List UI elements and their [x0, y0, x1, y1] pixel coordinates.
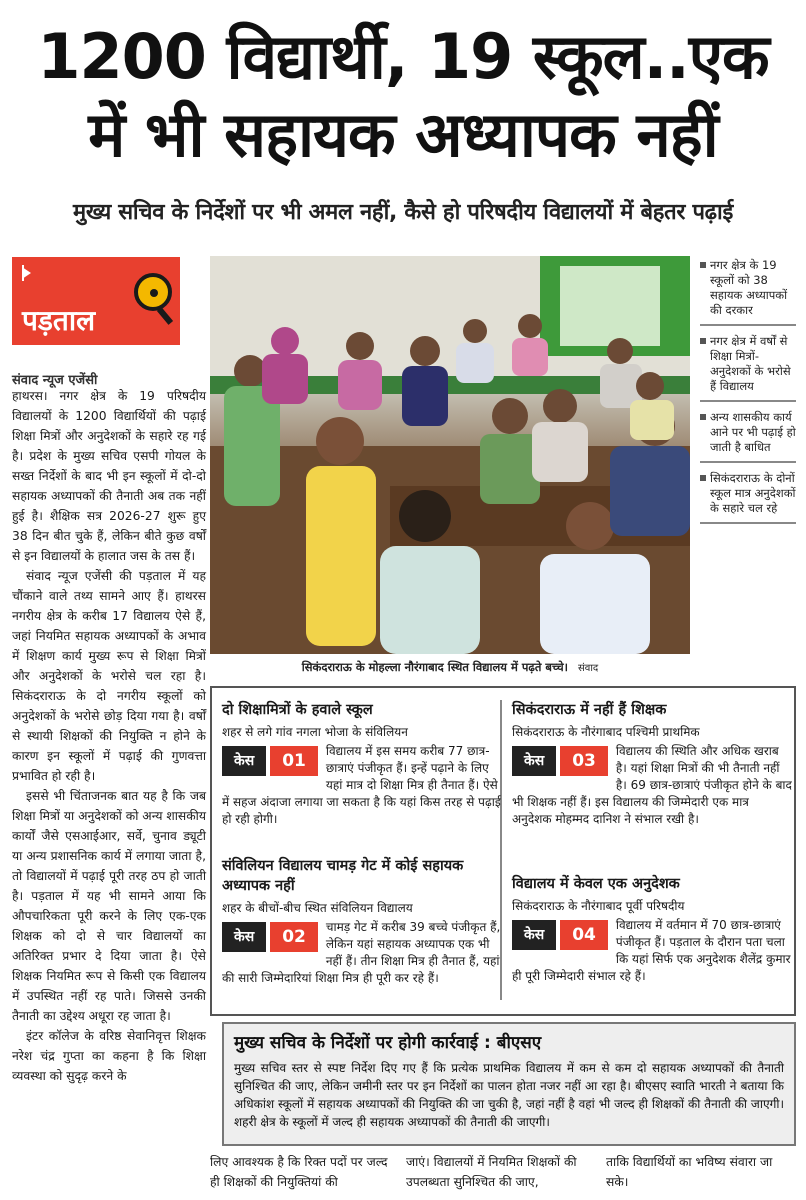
case-tag — [512, 746, 608, 776]
headline-line-1: 1200 विद्यार्थी, 19 स्कूल..एक — [37, 20, 769, 93]
byline: संवाद न्यूज एजेंसी — [12, 373, 98, 388]
logo-text: पड़ताल — [22, 304, 96, 337]
photo-caption: सिकंदराराऊ के मोहल्ला नौरंगाबाद स्थित विद्यालय में पढ़ते बच्चे। — [301, 660, 568, 674]
article-paragraph: हाथरस। नगर क्षेत्र के 19 परिषदीय विद्यालयों के 1200 विद्यार्थियों की पढ़ाई शिक्षा मित्रों और अनुदेशकों के सहारे रह गई है। प्रदेश के मुख्य सचिव एसपी गोयल के सख्त निर्देशों के बाद भी इन स्कूलों में दो-दो सहायक अध्यापकों की तैनाती अब तक नहीं हुई है। शैक्षिक सत्र 2026-27 शुरू हुए 38 दिन बीत चुके हैं, लेकिन बीते कुछ वर्षों से इन विद्यालयों के हालात जस के तस हैं। — [12, 389, 206, 563]
case-tag — [222, 922, 318, 952]
headline — [0, 0, 806, 174]
case-number: 01 — [270, 746, 318, 776]
sidebar-bullet: अन्य शासकीय कार्य आने पर भी पढ़ाई हो जाती है बाधित — [700, 408, 796, 463]
photo-caption-row — [210, 660, 690, 675]
case-body: चामड़ गेट में करीब 39 बच्चे पंजीकृत हैं, लेकिन यहां सहायक अध्यापक एक भी नहीं हैं। तीन शिक्षा मित्र ही तैनात हैं, यहां की सारी जिम्मेदारियां शिक्षा मित्र ही पूरी कर रहे हैं। — [222, 920, 501, 985]
case-title: विद्यालय में केवल एक अनुदेशक — [512, 876, 680, 892]
case-label: केस — [222, 922, 266, 952]
sidebar-bullet: नगर क्षेत्र में वर्षों से शिक्षा मित्रों-अनुदेशकों के भरोसे हैं विद्यालय — [700, 332, 796, 402]
case-number: 03 — [560, 746, 608, 776]
case-label: केस — [222, 746, 266, 776]
case-lead: सिकंदराराऊ के नौरंगाबाद पूर्वी परिषदीय — [512, 899, 685, 913]
bottom-column-1: लिए आवश्यक है कि रिक्त पदों पर जल्द ही शिक्षकों की नियुक्तियां की — [210, 1155, 388, 1189]
case-lead: सिकंदराराऊ के नौरंगाबाद पश्चिमी प्राथमिक — [512, 725, 700, 739]
case-body: विद्यालय की स्थिति और अधिक खराब है। यहां शिक्षा मित्रों की भी तैनाती नहीं है। 69 छात्र-छात्राएं पंजीकृत होने के बाद भी शिक्षक नहीं हैं। इस विद्यालय की जिम्मेदारी एक मात्र अनुदेशक मोहम्मद दानिश ने संभाल रखी है। — [512, 744, 792, 826]
subheadline: मुख्य सचिव के निर्देशों पर भी अमल नहीं, कैसे हो परिषदीय विद्यालयों में बेहतर पढ़ाई — [73, 200, 733, 225]
article-paragraph: इंटर कॉलेज के वरिष्ठ सेवानिवृत्त शिक्षक नरेश चंद्र गुप्ता का कहना है कि शिक्षा व्यवस्था को सुदृढ़ करने के — [12, 1029, 206, 1083]
case-tag — [512, 920, 608, 950]
case-lead: शहर से लगे गांव नगला भोजा के संविलियन — [222, 725, 408, 739]
case-02 — [222, 856, 502, 987]
classroom-photo-illustration — [210, 256, 690, 654]
photo-credit: संवाद — [578, 663, 599, 674]
case-body: विद्यालय में वर्तमान में 70 छात्र-छात्राएं पंजीकृत हैं। पड़ताल के दौरान पता चला कि यहां सिर्फ एक अनुदेशक शैलेंद्र कुमार ही पूरी जिम्मेदारी संभाल रहे हैं। — [512, 918, 791, 983]
case-lead: शहर के बीचों-बीच स्थित संविलियन विद्यालय — [222, 901, 413, 915]
case-label: केस — [512, 920, 556, 950]
action-box — [222, 1022, 796, 1146]
case-number: 04 — [560, 920, 608, 950]
case-04 — [512, 874, 792, 985]
magnifier-icon — [134, 273, 172, 311]
sidebar-bullets — [700, 256, 796, 530]
play-bar-icon — [22, 265, 24, 281]
case-title: संविलियन विद्यालय चामड़ गेट में कोई सहायक अध्यापक नहीं — [222, 858, 464, 894]
classroom-photo — [210, 256, 690, 654]
action-box-body: मुख्य सचिव स्तर से स्पष्ट निर्देश दिए गए हैं कि प्रत्येक प्राथमिक विद्यालय में कम से कम दो सहायक अध्यापकों की तैनाती सुनिश्चित की जाए, लेकिन जमीनी स्तर पर इन निर्देशों का पालन होता नजर नहीं आ रहा है। बीएसए स्वाति भारती ने बताया कि अधिकांश स्कूलों में सहायक अध्यापकों की नियुक्ति की जा चुकी है, जहां नहीं है वहां भी जल्द ही शिक्षकों की तैनाती की जाएगी। शहरी क्षेत्र के स्कूलों में जल्द ही सहायक अध्यापकों की तैनाती की जाएगी। — [234, 1061, 784, 1129]
case-number: 02 — [270, 922, 318, 952]
case-title: दो शिक्षामित्रों के हवाले स्कूल — [222, 702, 373, 718]
case-body: विद्यालय में इस समय करीब 77 छात्र-छात्राएं पंजीकृत हैं। इन्हें पढ़ाने के लिए यहां मात्र दो शिक्षा मित्र ही तैनात हैं। ऐसे में सहज अंदाजा लगाया जा सकता है कि यहां किस तरह से पढ़ाई हो रही होगी। — [222, 744, 501, 826]
headline-line-2: में भी सहायक अध्यापक नहीं — [88, 98, 718, 171]
case-title: सिकंदराराऊ में नहीं हैं शिक्षक — [512, 702, 667, 718]
article-paragraph: संवाद न्यूज एजेंसी की पड़ताल में यह चौंकाने वाले तथ्य सामने आए हैं। हाथरस नगरीय क्षेत्र के करीब 17 विद्यालय ऐसे हैं, जहां नियमित सहायक अध्यापकों के अभाव में शिक्षण कार्य मुख्य रूप से शिक्षा मित्रों और अनुदेशकों के भरोसे चल रहा है। सिकंदराराऊ के दो नगरीय स्कूलों को अनुदेशकों के भरोसे छोड़ दिया गया है। वर्षों से स्थायी शिक्षकों की नियुक्ति न होने के कारण इन स्कूलों में पढ़ाई की गुणवत्ता प्रभावित हो रही है। — [12, 569, 206, 783]
case-label: केस — [512, 746, 556, 776]
case-01 — [222, 700, 502, 828]
action-box-title: मुख्य सचिव के निर्देशों पर होगी कार्रवाई : बीएसए — [234, 1033, 542, 1053]
main-article-column — [12, 386, 206, 1086]
bottom-column-3: ताकि विद्यार्थियों का भविष्य संवारा जा सके। — [606, 1155, 773, 1189]
sidebar-bullet: सिकंदराराऊ के दोनों स्कूल मात्र अनुदेशकों के सहारे चल रहे — [700, 469, 796, 524]
magnifier-handle — [157, 307, 173, 325]
sidebar-bullet: नगर क्षेत्र के 19 स्कूलों को 38 सहायक अध्यापकों की दरकार — [700, 256, 796, 326]
article-paragraph: इससे भी चिंताजनक बात यह है कि जब शिक्षा मित्रों या अनुदेशकों को अन्य शासकीय कार्यों जैसे एसआईआर, सर्वे, चुनाव ड्यूटी या अन्य प्रशासनिक कार्य में लगाया जाता है, तो विद्यालयों में पढ़ाई पूरी तरह ठप हो जाती है। पड़ताल में यह भी सामने आया कि औपचारिकता पूरी करने के लिए एक-एक शिक्षक को दो से चार विद्यालयों का अतिरिक्त प्रभार दे दिया जाता है। ऐसे शिक्षक नियमित रूप से किसी एक विद्यालय में उपस्थित नहीं रह पाते। जिससे उनकी तैनाती का उद्देश्य अधूरा रह जाता है। — [12, 789, 206, 1023]
case-tag — [222, 746, 318, 776]
padtal-logo — [12, 257, 180, 345]
case-03 — [512, 700, 792, 828]
bottom-column-2: जाएं। विद्यालयों में नियमित शिक्षकों की उपलब्धता सुनिश्चित की जाए, — [406, 1155, 577, 1189]
